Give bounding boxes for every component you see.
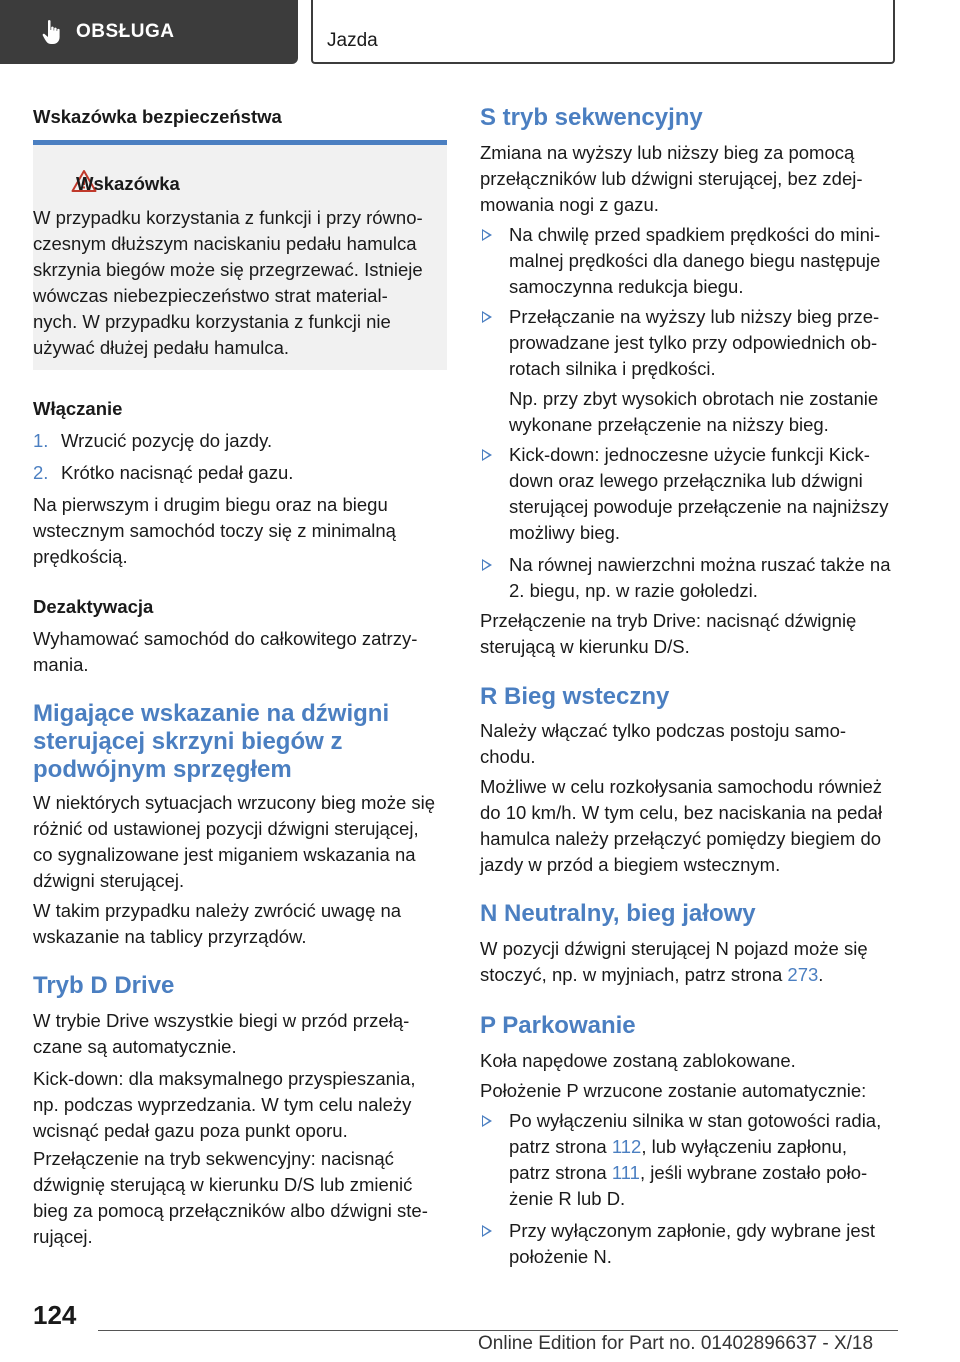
bullet-triangle-icon <box>482 311 492 323</box>
paragraph-line: Przełączenie na tryb Drive: nacisnąć dźwignię <box>480 610 857 631</box>
paragraph-line: Koła napędowe zostaną zablokowane. <box>480 1050 796 1071</box>
warning-title: Wskazówka <box>76 173 180 194</box>
paragraph-line: różnić od ustawionej pozycji dźwigni sterującej, <box>33 818 419 839</box>
bieg-r-heading: R Bieg wsteczny <box>480 683 670 710</box>
bullet-text: Na równej nawierzchni można ruszać także na <box>509 554 891 575</box>
bullet-text: prowadzane jest tylko przy odpowiednich ob- <box>509 332 878 353</box>
paragraph-line: do 10 km/h. W tym celu, bez naciskania na pedał <box>480 802 883 823</box>
step-number: 1. <box>33 430 49 451</box>
migajace-heading: sterującej skrzyni biegów z <box>33 728 343 755</box>
bullet-text: Przełączanie na wyższy lub niższy bieg prze- <box>509 306 880 327</box>
paragraph-line: dźwignię sterującą w kierunku D/S lub zmienić <box>33 1174 413 1195</box>
bullet-triangle-icon <box>482 559 492 571</box>
warning-box <box>33 140 447 370</box>
bullet-text: Na chwilę przed spadkiem prędkości do mini- <box>509 224 881 245</box>
bullet-text: położenie N. <box>509 1246 612 1267</box>
dezaktywacja-heading: Dezaktywacja <box>33 596 154 617</box>
bullet-text: żenie R lub D. <box>509 1188 626 1209</box>
paragraph-line: np. podczas wyprzedzania. W tym celu należy <box>33 1094 412 1115</box>
safety-heading: Wskazówka bezpieczeństwa <box>33 106 282 127</box>
section-tab[interactable] <box>0 0 298 64</box>
text-span: stoczyć, np. w myjniach, patrz strona <box>480 964 788 985</box>
migajace-heading: podwójnym sprzęgłem <box>33 756 292 783</box>
paragraph-line: wstecznym samochód toczy się z minimalną <box>33 520 396 541</box>
paragraph-line: przełączników lub dźwigni sterującej, bez zdej- <box>480 168 863 189</box>
text-span: patrz strona <box>509 1162 612 1183</box>
warning-text-line: nych. W przypadku korzystania z funkcji nie <box>33 311 391 332</box>
bullet-text: Przy wyłączonym zapłonie, gdy wybrane jest <box>509 1220 876 1241</box>
paragraph-line: czane są automatycznie. <box>33 1036 237 1057</box>
page-number: 124 <box>33 1300 77 1330</box>
paragraph-line: co sygnalizowane jest miganiem wskazania na <box>33 844 416 865</box>
paragraph-line: W pozycji dźwigni sterującej N pojazd może się <box>480 938 868 959</box>
warning-text-line: skrzynia biegów może się przegrzewać. Istnieje <box>33 259 423 280</box>
paragraph-line: Na pierwszym i drugim biegu oraz na biegu <box>33 494 388 515</box>
paragraph-line: dźwigni sterującej. <box>33 870 185 891</box>
page-link-111[interactable]: 111 <box>611 1162 640 1183</box>
text-span: , jeśli wybrane zostało poło- <box>639 1162 868 1183</box>
paragraph-line: W trybie Drive wszystkie biegi w przód przełą- <box>33 1010 410 1031</box>
bullet-text: Kick-down: jednoczesne użycie funkcji Kick- <box>509 444 870 465</box>
bullet-text: Po wyłączeniu silnika w stan gotowości radia, <box>509 1110 882 1131</box>
paragraph-line: Należy włączać tylko podczas postoju samo- <box>480 720 847 741</box>
warning-text-line: czesnym dłuższym naciskaniu pedału hamulca <box>33 233 417 254</box>
paragraph-line: chodu. <box>480 746 536 767</box>
tryb-d-heading: Tryb D Drive <box>33 972 175 999</box>
chapter-label: Jazda <box>327 30 378 51</box>
step-number: 2. <box>33 462 49 483</box>
bullet-text <box>509 1160 867 1186</box>
paragraph-line: W niektórych sytuacjach wrzucony bieg może się <box>33 792 436 813</box>
bullet-triangle-icon <box>482 1115 492 1127</box>
paragraph-line: mowania nogi z gazu. <box>480 194 659 215</box>
page-link-112[interactable]: 112 <box>611 1136 642 1157</box>
bullet-text: rotach silnika i prędkości. <box>509 358 716 379</box>
paragraph-line: wskazanie na tablicy przyrządów. <box>33 926 307 947</box>
paragraph-line: wcisnąć pedał gazu poza punkt oporu. <box>33 1120 348 1141</box>
text-span: , lub wyłączeniu zapłonu, <box>641 1136 848 1157</box>
bullet-note: Np. przy zbyt wysokich obrotach nie zostanie <box>509 388 879 409</box>
hand-pointer-icon <box>42 19 62 45</box>
bieg-n-heading: N Neutralny, bieg jałowy <box>480 900 756 927</box>
paragraph-line: prędkością. <box>33 546 128 567</box>
bullet-text: down oraz lewego przełącznika lub dźwigni <box>509 470 863 491</box>
chapter-header <box>311 0 895 64</box>
warning-text-line: używać dłużej pedału hamulca. <box>33 337 290 358</box>
warning-text-line: wówczas niebezpieczeństwo strat material- <box>33 285 388 306</box>
paragraph-line: Wyhamować samochód do całkowitego zatrzy- <box>33 628 418 649</box>
warning-text-line: W przypadku korzystania z funkcji i przy równo- <box>33 207 423 228</box>
paragraph-line: Kick-down: dla maksymalnego przyspieszania, <box>33 1068 416 1089</box>
bullet-triangle-icon <box>482 1225 492 1237</box>
text-span: patrz strona <box>509 1136 612 1157</box>
bullet-text: malnej prędkości dla danego biegu następuje <box>509 250 881 271</box>
paragraph-line: Położenie P wrzucone zostanie automatycznie: <box>480 1080 867 1101</box>
paragraph-line: mania. <box>33 654 89 675</box>
bullet-text: sterującej powoduje przełączenie na najniższy <box>509 496 889 517</box>
paragraph-line: bieg za pomocą przełączników albo dźwigni ste- <box>33 1200 428 1221</box>
bullet-note: wykonane przełączenie na niższy bieg. <box>509 414 829 435</box>
paragraph-line: jazdy w przód a biegiem wstecznym. <box>480 854 781 875</box>
bullet-triangle-icon <box>482 229 492 241</box>
text-span: . <box>818 964 824 985</box>
tryb-s-heading: S tryb sekwencyjny <box>480 104 703 131</box>
paragraph-line: W takim przypadku należy zwrócić uwagę na <box>33 900 402 921</box>
paragraph-line <box>480 962 823 988</box>
section-label: OBSŁUGA <box>76 21 175 42</box>
bullet-triangle-icon <box>482 449 492 461</box>
step-text: Krótko nacisnąć pedał gazu. <box>61 462 294 483</box>
bieg-p-heading: P Parkowanie <box>480 1012 636 1039</box>
bullet-text: 2. biegu, np. w razie gołoledzi. <box>509 580 758 601</box>
bullet-text: samoczynna redukcja biegu. <box>509 276 744 297</box>
paragraph-line: Zmiana na wyższy lub niższy bieg za pomocą <box>480 142 855 163</box>
migajace-heading: Migające wskazanie na dźwigni <box>33 700 390 727</box>
edition-text: Online Edition for Part no. 01402896637 - X/18 <box>478 1333 874 1354</box>
step-text: Wrzucić pozycję do jazdy. <box>61 430 273 451</box>
bullet-text: możliwy bieg. <box>509 522 621 543</box>
footer-divider <box>98 1330 898 1331</box>
page-link-273[interactable]: 273 <box>787 964 819 985</box>
paragraph-line: Możliwe w celu rozkołysania samochodu również <box>480 776 883 797</box>
paragraph-line: sterującą w kierunku D/S. <box>480 636 690 657</box>
paragraph-line: hamulca należy przełączyć pomiędzy biegiem do <box>480 828 882 849</box>
wlaczanie-heading: Włączanie <box>33 398 123 419</box>
bullet-text <box>509 1134 847 1160</box>
paragraph-line: Przełączenie na tryb sekwencyjny: nacisnąć <box>33 1148 394 1169</box>
paragraph-line: rującej. <box>33 1226 93 1247</box>
